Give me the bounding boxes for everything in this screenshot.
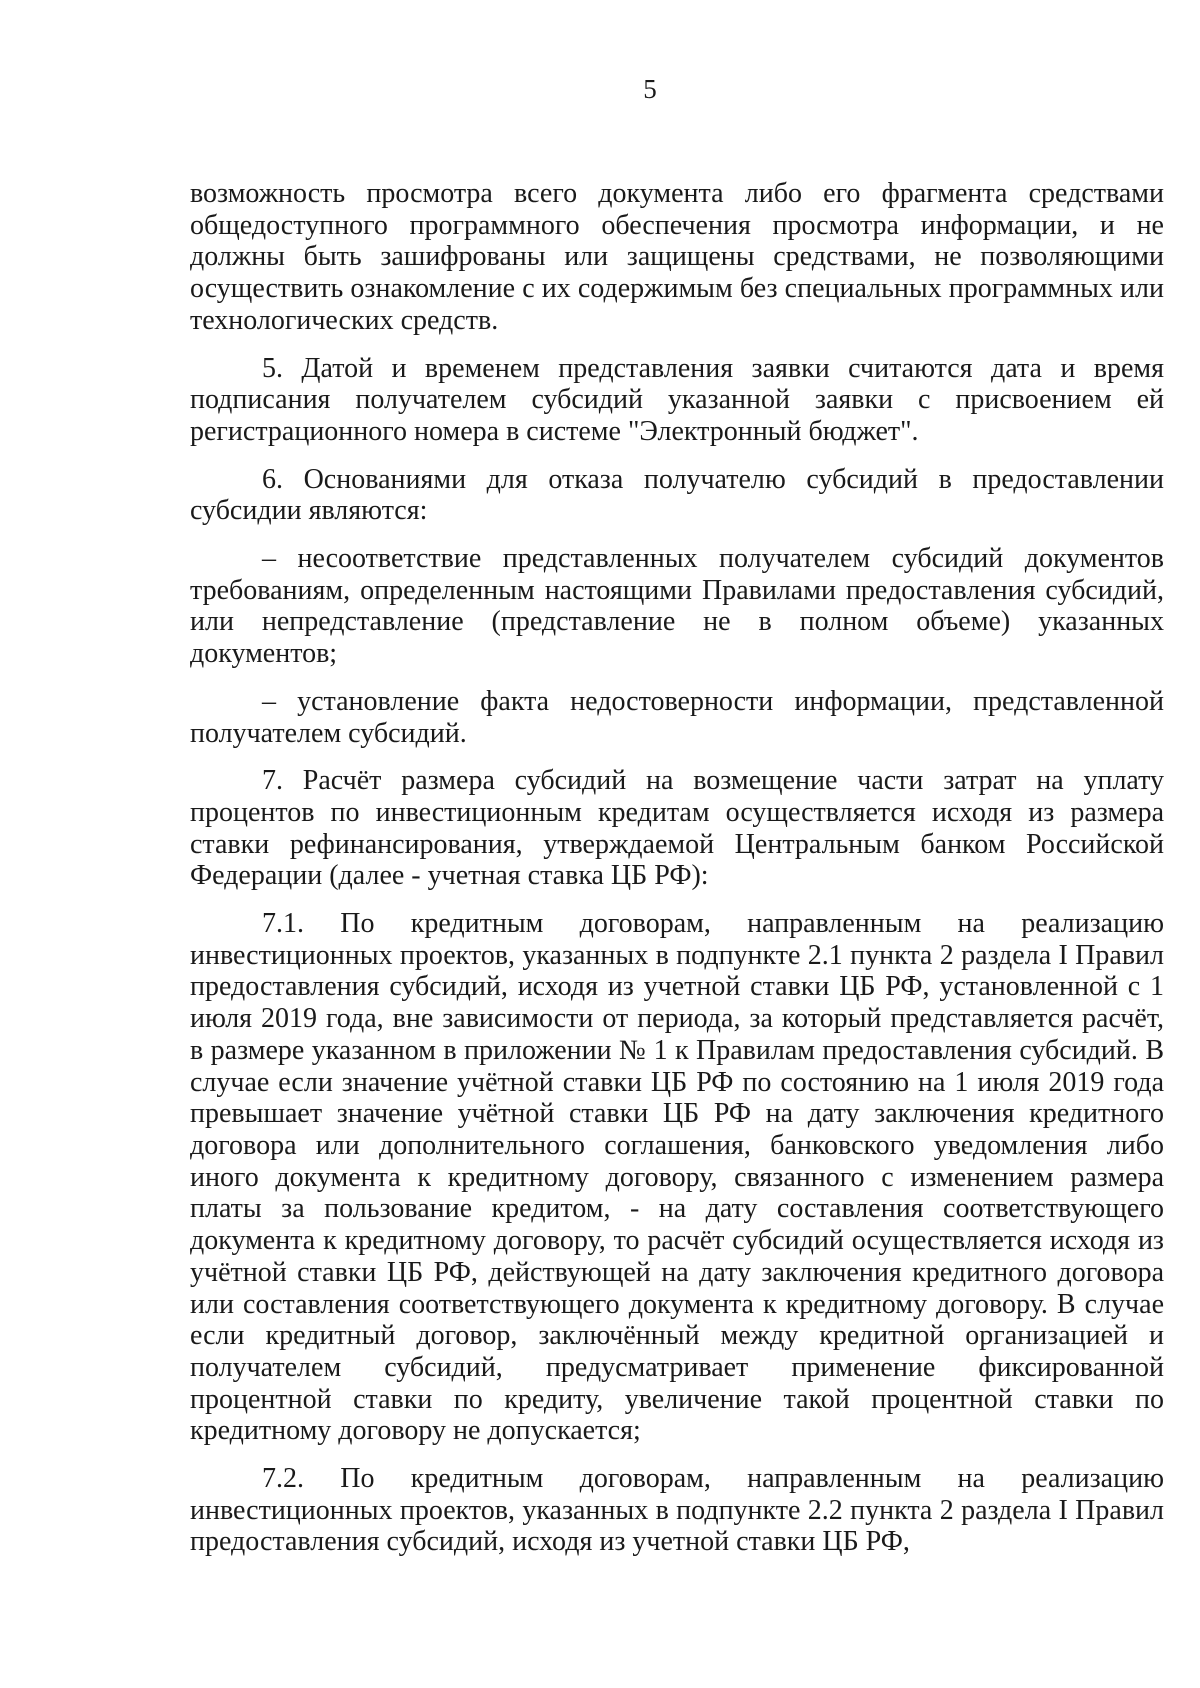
paragraph-item-6: 6. Основаниями для отказа получателю субсидий в предоставлении субсидии являются: [190, 463, 1164, 527]
paragraph-item-6-bullet-2: – установление факта недостоверности информации, представленной получателем субсидий. [190, 685, 1164, 749]
page-number: 5 [643, 74, 657, 104]
paragraph-item-7-2: 7.2. По кредитным договорам, направленным на реализацию инвестиционных проектов, указанных в подпункте 2.2 пункта 2 раздела I Правил предоставления субсидий, исходя из учетной ставки ЦБ РФ, [190, 1463, 1164, 1558]
paragraph-continuation: возможность просмотра всего документа либо его фрагмента средствами общедоступного программного обеспечения просмотра информации, и не должны быть зашифрованы или защищены средствами, не позволяющими осуществить ознакомление с их содержимым без специальных программных или технологических средств. [190, 178, 1164, 336]
paragraph-item-7: 7. Расчёт размера субсидий на возмещение части затрат на уплату процентов по инвестиционным кредитам осуществляется исходя из размера ставки рефинансирования, утверждаемой Центральным банком Российской Федерации (далее - учетная ставка ЦБ РФ): [190, 765, 1164, 892]
paragraph-item-7-1: 7.1. По кредитным договорам, направленным на реализацию инвестиционных проектов, указанных в подпункте 2.1 пункта 2 раздела I Правил предоставления субсидий, исходя из учетной ставки ЦБ РФ, установленной с 1 июля 2019 года, вне зависимости от периода, за который представляется расчёт, в размере указанном в приложении № 1 к Правилам предоставления субсидий. В случае если значение учётной ставки ЦБ РФ по состоянию на 1 июля 2019 года превышает значение учётной ставки ЦБ РФ на дату заключения кредитного договора или дополнительного соглашения, банковского уведомления либо иного документа к кредитному договору, связанного с изменением размера платы за пользование кредитом, - на дату составления соответствующего документа к кредитному договору, то расчёт субсидий осуществляется исходя из учётной ставки ЦБ РФ, действующей на дату заключения кредитного договора или составления соответствующего документа к кредитному договору. В случае если кредитный договор, заключённый между кредитной организацией и получателем субсидий, предусматривает применение фиксированной процентной ставки по кредиту, увеличение такой процентной ставки по кредитному договору не допускается; [190, 908, 1164, 1447]
paragraph-item-6-bullet-1: – несоответствие представленных получателем субсидий документов требованиям, определенным настоящими Правилами предоставления субсидий, или непредставление (представление не в полном объеме) указанных документов; [190, 543, 1164, 670]
paragraph-item-5: 5. Датой и временем представления заявки считаются дата и время подписания получателем субсидий указанной заявки с присвоением ей регистрационного номера в системе "Электронный бюджет". [190, 352, 1164, 447]
document-body [190, 178, 1164, 1574]
